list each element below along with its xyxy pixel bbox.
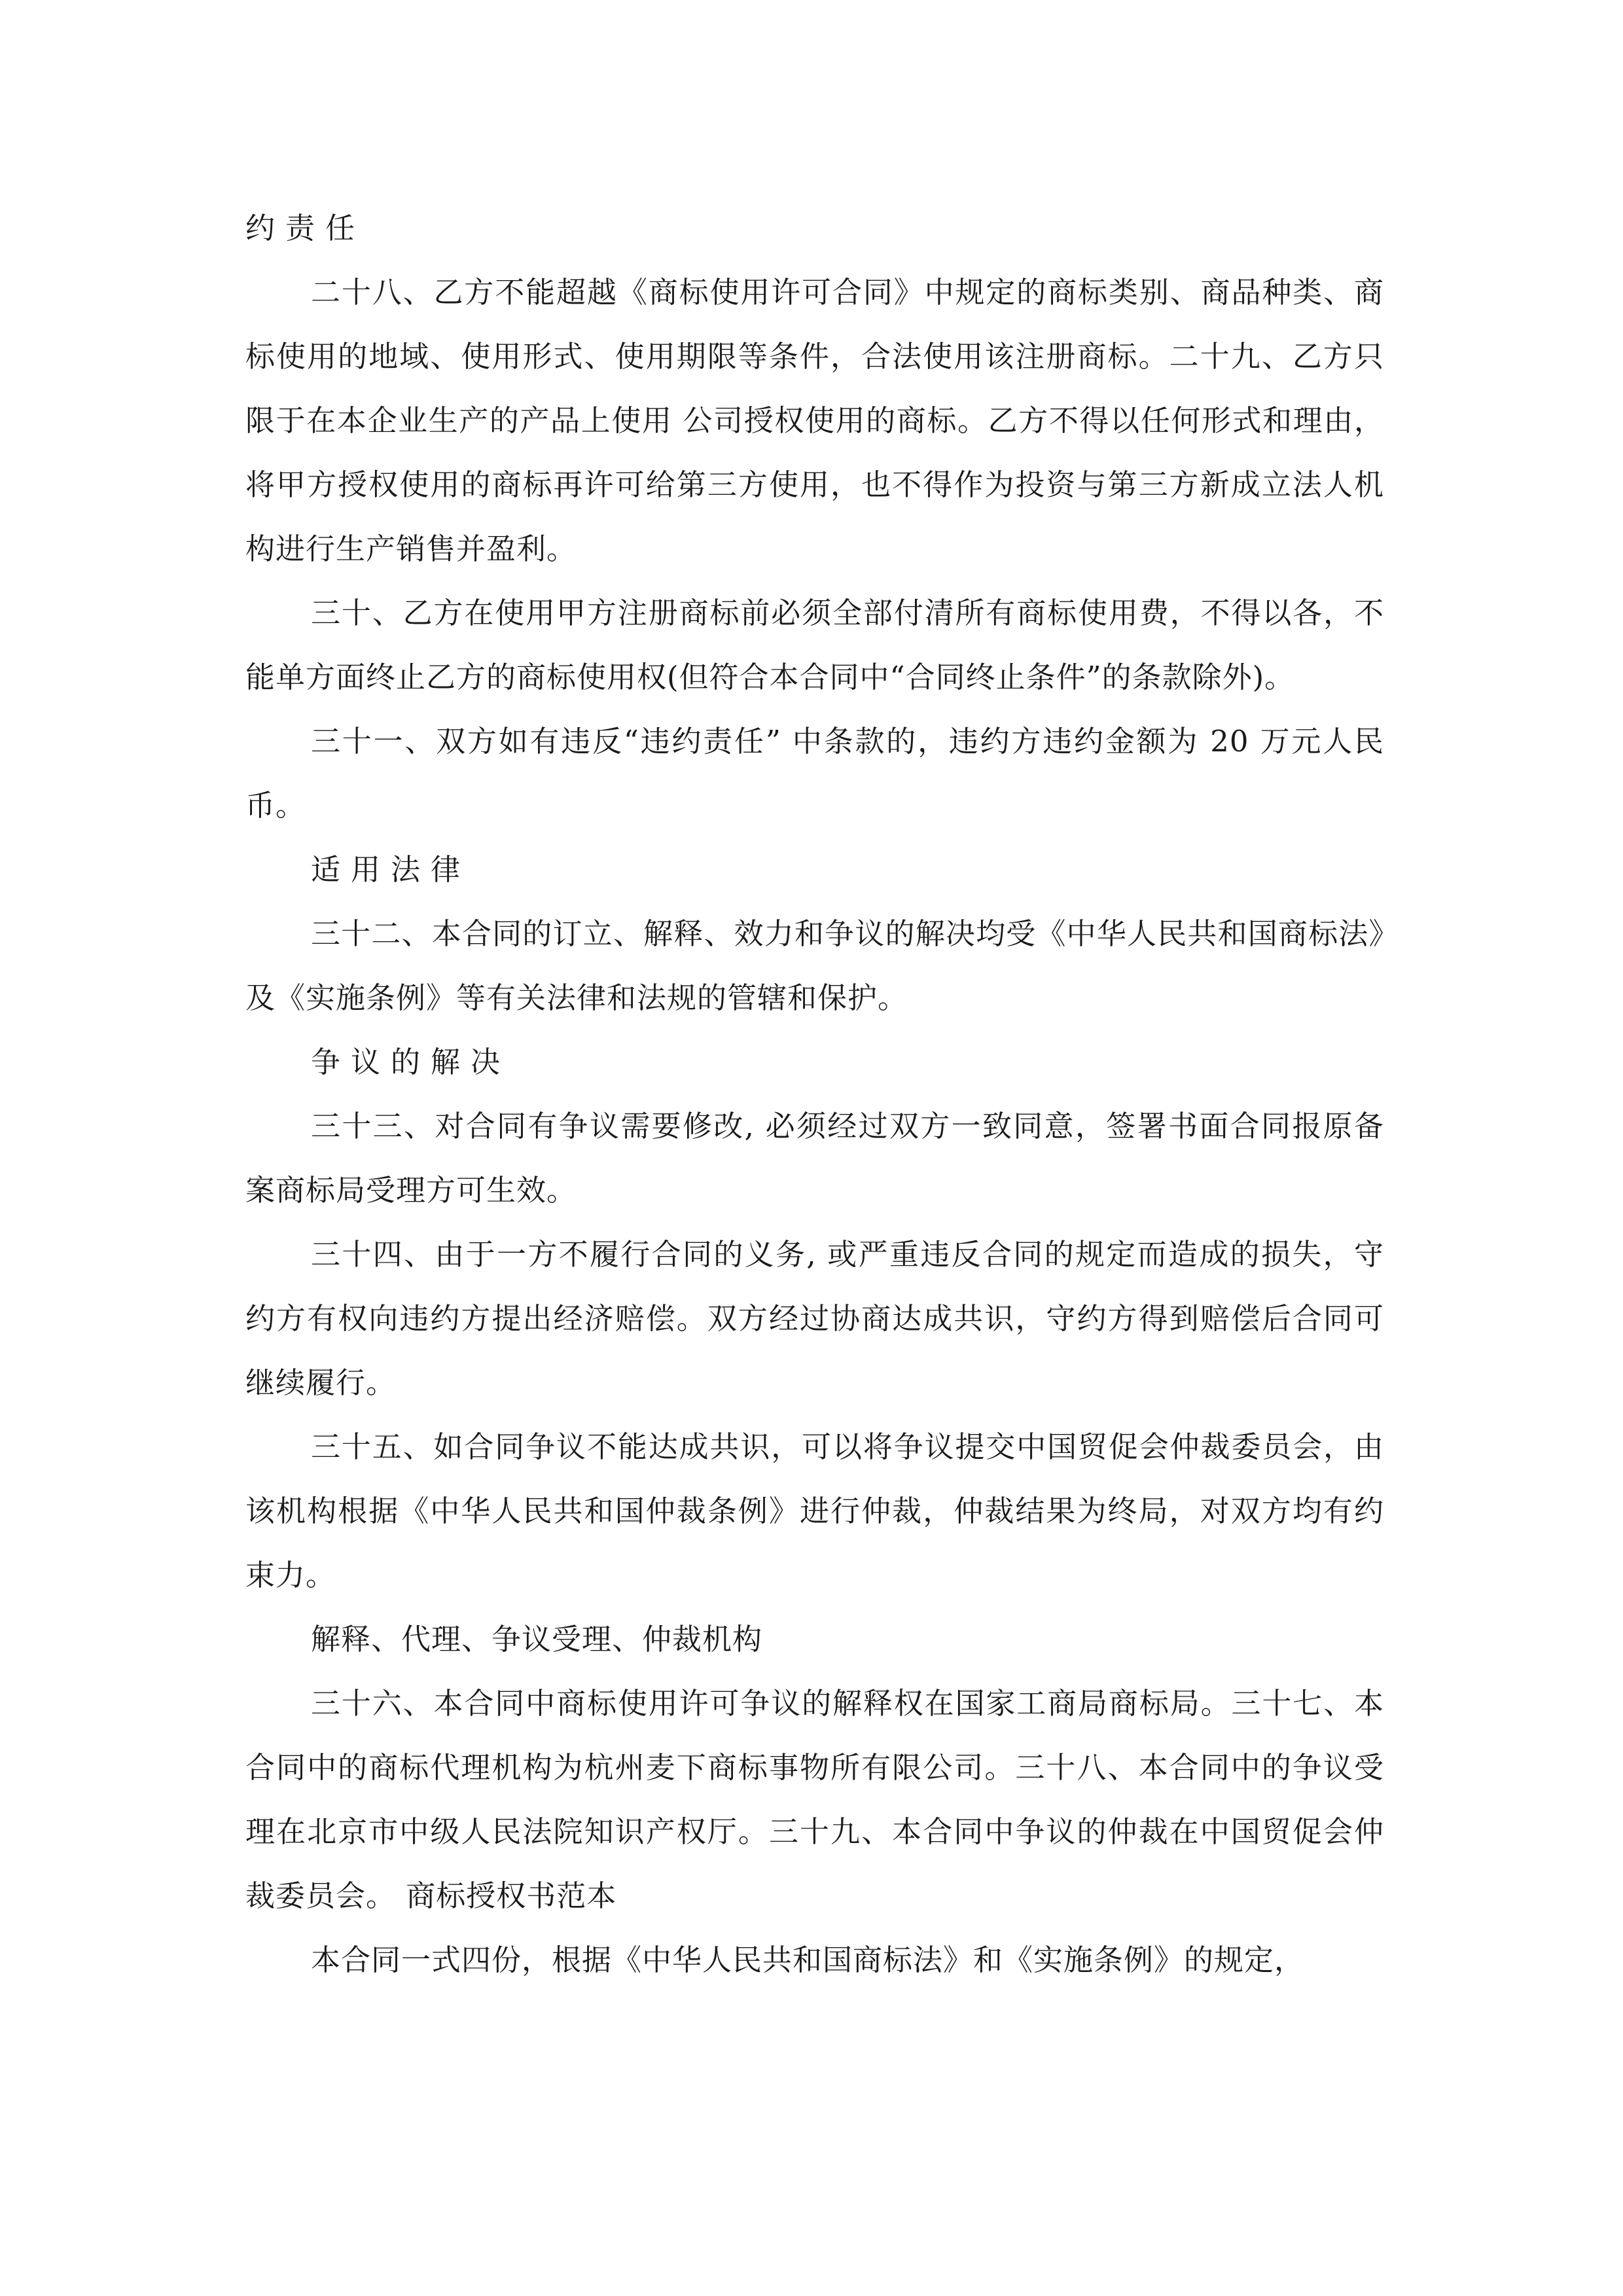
clause-31: 三十一、双方如有违反“违约责任” 中条款的，违约方违约金额为 20 万元人民币。: [245, 724, 1384, 823]
clause-36-39: 三十六、本合同中商标使用许可争议的解释权在国家工商局商标局。三十七、本合同中的商标代理机构为杭州麦下商标事物所有限公司。三十八、本合同中的争议受理在北京市中级人民法院知识产权厅。三十九、本合同中争议的仲裁在中国贸促会仲裁委员会。 商标授权书范本: [245, 1686, 1384, 1913]
clause-32: 三十二、本合同的订立、解释、效力和争议的解决均受《中华人民共和国商标法》及《实施条例》等有关法律和法规的管辖和保护。: [245, 916, 1384, 1015]
document-body: [245, 196, 1384, 1992]
clause-33: 三十三、对合同有争议需要修改, 必须经过双方一致同意，签署书面合同报原备案商标局受理方可生效。: [245, 1109, 1384, 1208]
clause-30: 三十、乙方在使用甲方注册商标前必须全部付清所有商标使用费，不得以各，不能单方面终止乙方的商标使用权(但符合本合同中“合同终止条件”的条款除外)。: [245, 596, 1384, 694]
clause-28-29: 二十八、乙方不能超越《商标使用许可合同》中规定的商标类别、商品种类、商标使用的地域、使用形式、使用期限等条件，合法使用该注册商标。二十九、乙方只限于在本企业生产的产品上使用 公司授权使用的商标。乙方不得以任何形式和理由，将甲方授权使用的商标再许可给第三方使用，也不得作为投资与第三方新成立法人机构进行生产销售并盈利。: [245, 275, 1384, 566]
section-heading-breach-liability: 约责任: [245, 211, 366, 245]
section-heading-interpretation-agency: 解释、代理、争议受理、仲裁机构: [311, 1622, 763, 1657]
section-heading-applicable-law: 适用法律: [311, 852, 471, 887]
section-heading-dispute-resolution: 争议的解决: [311, 1045, 511, 1079]
clause-34: 三十四、由于一方不履行合同的义务, 或严重违反合同的规定而造成的损失，守约方有权向违约方提出经济赔偿。双方经过协商达成共识，守约方得到赔偿后合同可继续履行。: [245, 1237, 1384, 1400]
clause-35: 三十五、如合同争议不能达成共识，可以将争议提交中国贸促会仲裁委员会，由该机构根据《中华人民共和国仲裁条例》进行仲裁，仲裁结果为终局，对双方均有约束力。: [245, 1429, 1384, 1592]
closing-paragraph: 本合同一式四份，根据《中华人民共和国商标法》和《实施条例》的规定，: [311, 1943, 1305, 1977]
